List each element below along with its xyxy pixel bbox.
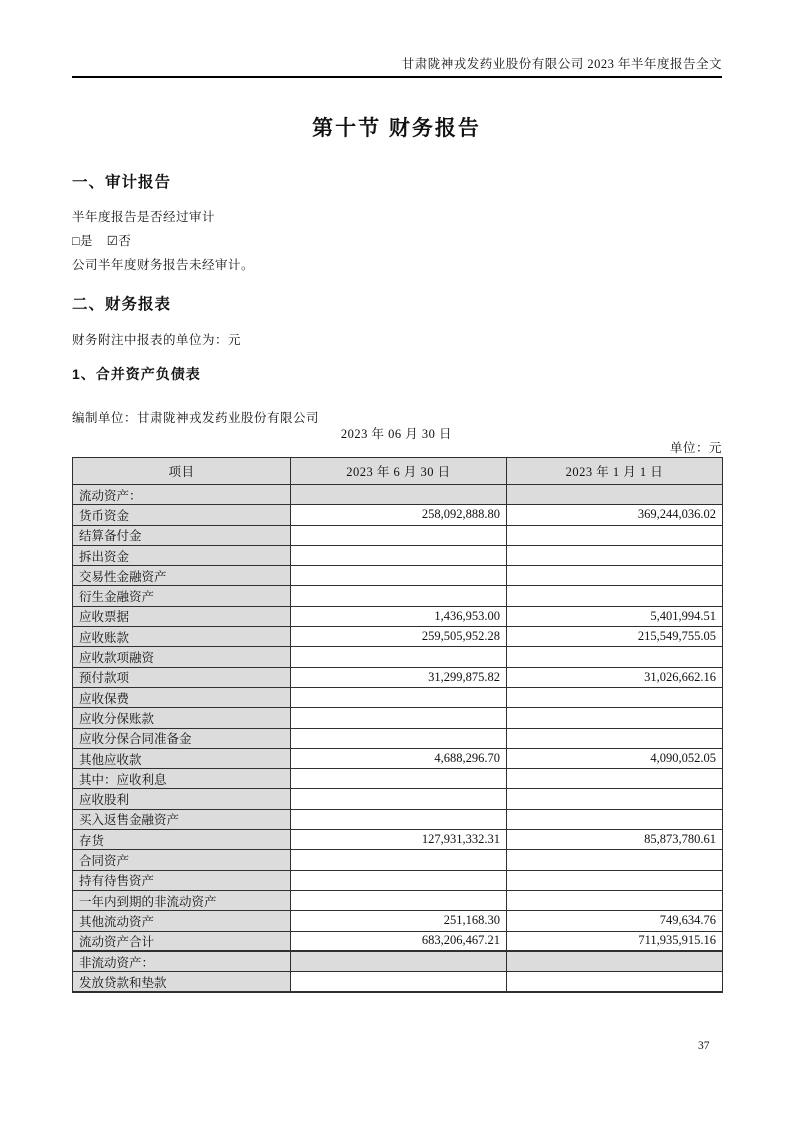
table-row [73,485,723,505]
item-cell: 预付款项 [73,667,291,687]
table-row [73,566,723,586]
balance-sheet-body [73,485,723,992]
table-row [73,606,723,626]
item-cell: 存货 [73,830,291,850]
page-title: 第十节 财务报告 [312,117,481,140]
column-header: 2023 年 6 月 30 日 [291,458,507,485]
value-cell-prior [507,525,723,545]
value-cell-prior [507,566,723,586]
value-cell-current [291,850,507,870]
header-rule [72,76,722,78]
value-cell-current: 251,168.30 [291,911,507,931]
value-cell-prior [507,890,723,910]
item-cell: 交易性金融资产 [73,566,291,586]
item-cell: 非流动资产： [73,951,291,971]
value-cell-prior [507,687,723,707]
item-cell: 流动资产： [73,485,291,505]
value-cell-prior: 711,935,915.16 [507,931,723,951]
item-cell: 拆出资金 [73,545,291,565]
value-cell-current: 31,299,875.82 [291,667,507,687]
value-cell-current [291,809,507,829]
table-row [73,525,723,545]
value-cell-current: 683,206,467.21 [291,931,507,951]
value-cell-prior [507,850,723,870]
value-cell-current [291,789,507,809]
value-cell-current [291,687,507,707]
table-row [73,708,723,728]
value-cell-prior [507,586,723,606]
table-row [73,586,723,606]
value-cell-prior [507,789,723,809]
item-cell: 应收保费 [73,687,291,707]
audit-checkbox-line [72,234,141,249]
table-row [73,972,723,992]
balance-sheet-table [72,457,723,993]
value-cell-current [291,545,507,565]
value-cell-prior [507,769,723,789]
item-cell: 一年内到期的非流动资产 [73,890,291,910]
checkbox-no: ☑否 [106,234,132,248]
balance-sheet-subheading: 1、合并资产负债表 [72,366,201,382]
statements-section-heading: 二、财务报表 [72,296,172,313]
statement-date: 2023 年 06 月 30 日 [340,427,453,441]
item-cell: 应收股利 [73,789,291,809]
value-cell-current [291,972,507,992]
unit-label: 单位：元 [669,441,722,455]
value-cell-prior: 215,549,755.05 [507,627,723,647]
value-cell-prior [507,951,723,971]
table-row [73,769,723,789]
item-cell: 合同资产 [73,850,291,870]
value-cell-current: 127,931,332.31 [291,830,507,850]
value-cell-prior: 749,634.76 [507,911,723,931]
value-cell-prior [507,728,723,748]
table-row [73,890,723,910]
item-cell: 应收分保账款 [73,708,291,728]
value-cell-current [291,566,507,586]
item-cell: 货币资金 [73,505,291,525]
value-cell-prior: 85,873,780.61 [507,830,723,850]
value-cell-current [291,647,507,667]
value-cell-current [291,586,507,606]
value-cell-prior: 4,090,052.05 [507,748,723,768]
item-cell: 应收分保合同准备金 [73,728,291,748]
value-cell-current [291,728,507,748]
item-cell: 其他流动资产 [73,911,291,931]
value-cell-current [291,890,507,910]
value-cell-prior [507,972,723,992]
audit-answer-note: 公司半年度财务报告未经审计。 [72,258,255,272]
item-cell: 发放贷款和垫款 [73,972,291,992]
checkbox-yes: □是 [72,234,94,248]
table-row [73,667,723,687]
audit-section-heading: 一、审计报告 [72,174,172,191]
table-row [73,789,723,809]
value-cell-current [291,525,507,545]
table-row [73,850,723,870]
value-cell-current: 1,436,953.00 [291,606,507,626]
value-cell-prior: 369,244,036.02 [507,505,723,525]
value-cell-current: 258,092,888.80 [291,505,507,525]
table-row [73,728,723,748]
table-row [73,647,723,667]
value-cell-current: 259,505,952.28 [291,627,507,647]
value-cell-prior: 5,401,994.51 [507,606,723,626]
table-row [73,627,723,647]
table-row [73,545,723,565]
table-row [73,931,723,951]
table-row [73,748,723,768]
item-cell: 其中：应收利息 [73,769,291,789]
value-cell-current [291,708,507,728]
value-cell-prior: 31,026,662.16 [507,667,723,687]
table-row [73,687,723,707]
item-cell: 其他应收款 [73,748,291,768]
value-cell-prior [507,485,723,505]
value-cell-prior [507,647,723,667]
table-row [73,911,723,931]
table-row [73,951,723,971]
unit-note: 财务附注中报表的单位为：元 [72,333,242,347]
table-row [73,809,723,829]
value-cell-current [291,951,507,971]
column-header: 项目 [73,458,291,485]
item-cell: 衍生金融资产 [73,586,291,606]
value-cell-current [291,870,507,890]
value-cell-current [291,485,507,505]
audit-question: 半年度报告是否经过审计 [72,210,216,224]
balance-sheet-head-row [73,458,723,485]
doc-header: 甘肃陇神戎发药业股份有限公司 2023 年半年度报告全文 [401,57,722,71]
item-cell: 流动资产合计 [73,931,291,951]
table-row [73,870,723,890]
item-cell: 买入返售金融资产 [73,809,291,829]
page-number: 37 [698,1040,710,1052]
value-cell-prior [507,545,723,565]
value-cell-current [291,769,507,789]
item-cell: 持有待售资产 [73,870,291,890]
item-cell: 结算备付金 [73,525,291,545]
value-cell-prior [507,870,723,890]
item-cell: 应收票据 [73,606,291,626]
table-row [73,830,723,850]
value-cell-prior [507,708,723,728]
column-header: 2023 年 1 月 1 日 [507,458,723,485]
item-cell: 应收账款 [73,627,291,647]
value-cell-prior [507,809,723,829]
item-cell: 应收款项融资 [73,647,291,667]
prepared-by: 编制单位：甘肃陇神戎发药业股份有限公司 [72,411,320,425]
value-cell-current: 4,688,296.70 [291,748,507,768]
table-row [73,505,723,525]
